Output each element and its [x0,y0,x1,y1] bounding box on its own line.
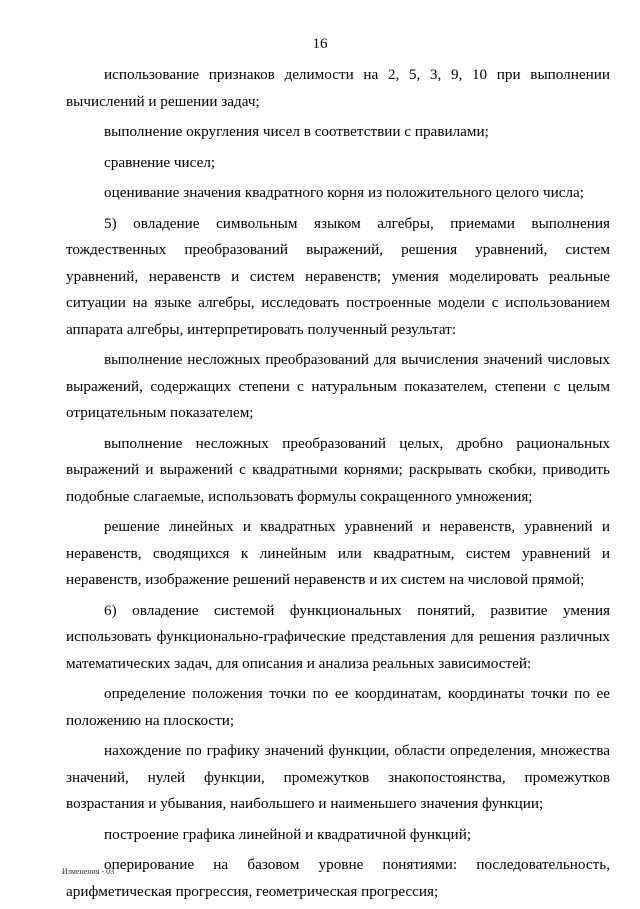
paragraph: решение линейных и квадратных уравнений и неравенств, уравнений и неравенств, сводящихся к линейным или квадратным, систем уравнений и неравенств, изображение решений неравенств и их систем на числовой прямой; [66,518,610,588]
paragraph: выполнение несложных преобразований для вычисления значений числовых выражений, содержащих степени с натуральным показателем, степени с целым отрицательным показателем; [66,351,610,421]
page-number: 16 [312,36,328,52]
paragraph: определение положения точки по ее координатам, координаты точки по ее положению на плоскости; [66,685,610,729]
document-body [66,62,610,909]
paragraph: оперирование на базовом уровне понятиями: последовательность, арифметическая прогрессия, геометрическая прогрессия; [66,856,610,900]
paragraph: сравнение чисел; [104,153,216,171]
paragraph: оценивание значения квадратного корня из положительного целого числа; [104,184,584,201]
footer-note: Изменения - 03 [62,867,115,876]
paragraph: построение графика линейной и квадратичной функций; [104,825,472,843]
paragraph: 6) овладение системой функциональных понятий, развитие умения использовать функционально-графические представления для решения различных математических задач, для описания и анализа реальных зависимостей: [66,601,610,672]
paragraph: 5) овладение символьным языком алгебры, приемами выполнения тождественных преобразований выражений, решения уравнений, систем уравнений, неравенств и систем неравенств; умения моделировать реальные ситуации на языке алгебры, исследовать построенные модели с использованием аппарата алгебры, интерпретировать полученный результат: [66,214,610,338]
paragraph: выполнение несложных преобразований целых, дробно рациональных выражений и выражений с квадратными корнями; раскрывать скобки, приводить подобные слагаемые, использовать формулы сокращенного умножения; [66,434,610,505]
paragraph: выполнение округления чисел в соответствии с правилами; [104,123,489,140]
paragraph: использование признаков делимости на 2, 5, 3, 9, 10 при выполнении вычислений и решении задач; [66,66,610,110]
paragraph: нахождение по графику значений функции, области определения, множества значений, нулей функции, промежутков знакопостоянства, промежутков возрастания и убывания, наибольшего и наименьшего значения функции; [66,742,610,812]
